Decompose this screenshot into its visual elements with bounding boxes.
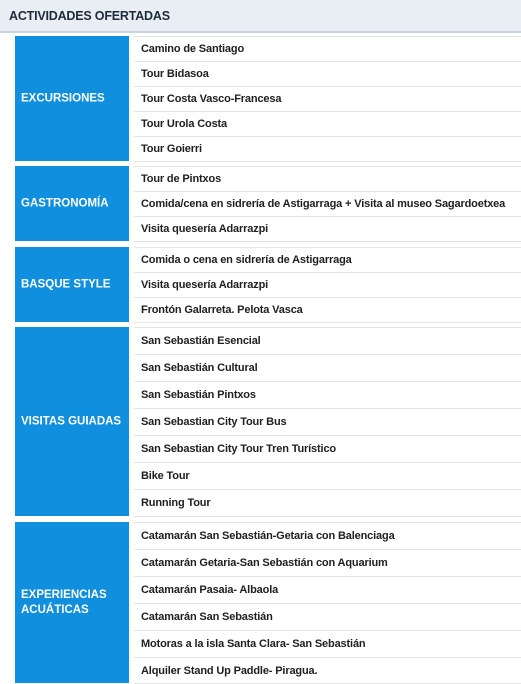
list-item: [134, 631, 521, 658]
section-visitas-guiadas: [15, 327, 521, 516]
list-item: [134, 248, 521, 273]
activity-name: San Sebastián Esencial: [141, 335, 261, 347]
list-item: [134, 137, 521, 162]
list-item: [134, 167, 521, 192]
activity-name: Frontón Galarreta. Pelota Vasca: [141, 304, 303, 316]
category-cell: [15, 166, 129, 241]
list-item: [134, 577, 521, 604]
list-item: [134, 550, 521, 577]
section-excursiones: [15, 36, 521, 161]
activity-name: San Sebastián Pintxos: [141, 389, 256, 401]
list-item: [134, 217, 521, 242]
activity-name: San Sebastian City Tour Bus: [141, 416, 287, 428]
activity-list: [134, 36, 521, 161]
activity-list: [134, 247, 521, 322]
list-item: [134, 463, 521, 490]
activity-name: Catamarán Getaria-San Sebastián con Aquarium: [141, 557, 388, 569]
category-cell: [15, 36, 129, 161]
list-item: [134, 37, 521, 62]
list-item: [134, 409, 521, 436]
category-label: EXCURSIONES: [21, 92, 105, 104]
activity-name: Tour Bidasoa: [141, 68, 209, 80]
category-label: GASTRONOMÍA: [21, 197, 109, 209]
section-basque-style: [15, 247, 521, 322]
category-label: EXPERIENCIAS ACUÁTICAS: [21, 588, 107, 616]
activity-name: San Sebastián Cultural: [141, 362, 258, 374]
activity-name: Alquiler Stand Up Paddle- Piragua.: [141, 664, 318, 677]
list-item: [134, 490, 521, 517]
section-experiencias-acuaticas: [15, 522, 521, 683]
activity-name: Visita quesería Adarrazpi: [141, 279, 269, 291]
activity-name: Tour Urola Costa: [141, 118, 228, 130]
list-item: [134, 62, 521, 87]
table-header: [0, 0, 521, 33]
activity-name: Motoras a la isla Santa Clara- San Sebastián: [141, 638, 366, 650]
activity-name: Running Tour: [141, 497, 211, 509]
activity-name: San Sebastian City Tour Tren Turístico: [141, 443, 336, 455]
activity-list: [134, 522, 521, 683]
activity-list: [134, 327, 521, 516]
list-item: [134, 192, 521, 217]
list-item: [134, 112, 521, 137]
activity-name: Visita quesería Adarrazpi: [141, 223, 269, 235]
category-label: VISITAS GUIADAS: [21, 415, 122, 427]
activity-name: Comida o cena en sidrería de Astigarraga: [141, 254, 352, 266]
list-item: [134, 355, 521, 382]
activity-name: Comida/cena en sidrería de Astigarraga + Visita al museo Sagardoetxea: [141, 198, 506, 210]
table-title: ACTIVIDADES OFERTADAS: [9, 9, 170, 23]
activity-list: [134, 166, 521, 241]
list-item: [134, 87, 521, 112]
category-label: BASQUE STYLE: [21, 278, 111, 290]
category-cell: [15, 327, 129, 516]
list-item: [134, 523, 521, 550]
list-item: [134, 328, 521, 355]
list-item: [134, 273, 521, 298]
activity-name: Tour Goierri: [141, 143, 202, 155]
activity-name: Catamarán Pasaia- Albaola: [141, 584, 279, 596]
list-item: [134, 382, 521, 409]
activity-name: Bike Tour: [141, 470, 190, 482]
category-cell: [15, 247, 129, 322]
section-gastronomia: [15, 166, 521, 241]
list-item: [134, 604, 521, 631]
list-item: [134, 436, 521, 463]
activity-name: Catamarán San Sebastián-Getaria con Balenciaga: [141, 530, 395, 542]
activity-name: Tour Costa Vasco-Francesa: [141, 93, 282, 105]
activity-name: Tour de Pintxos: [141, 173, 222, 185]
category-cell: [15, 522, 129, 683]
activity-name: Catamarán San Sebastián: [141, 611, 273, 623]
list-item: [134, 298, 521, 323]
activity-name: Camino de Santiago: [141, 43, 245, 55]
list-item: [134, 658, 521, 684]
